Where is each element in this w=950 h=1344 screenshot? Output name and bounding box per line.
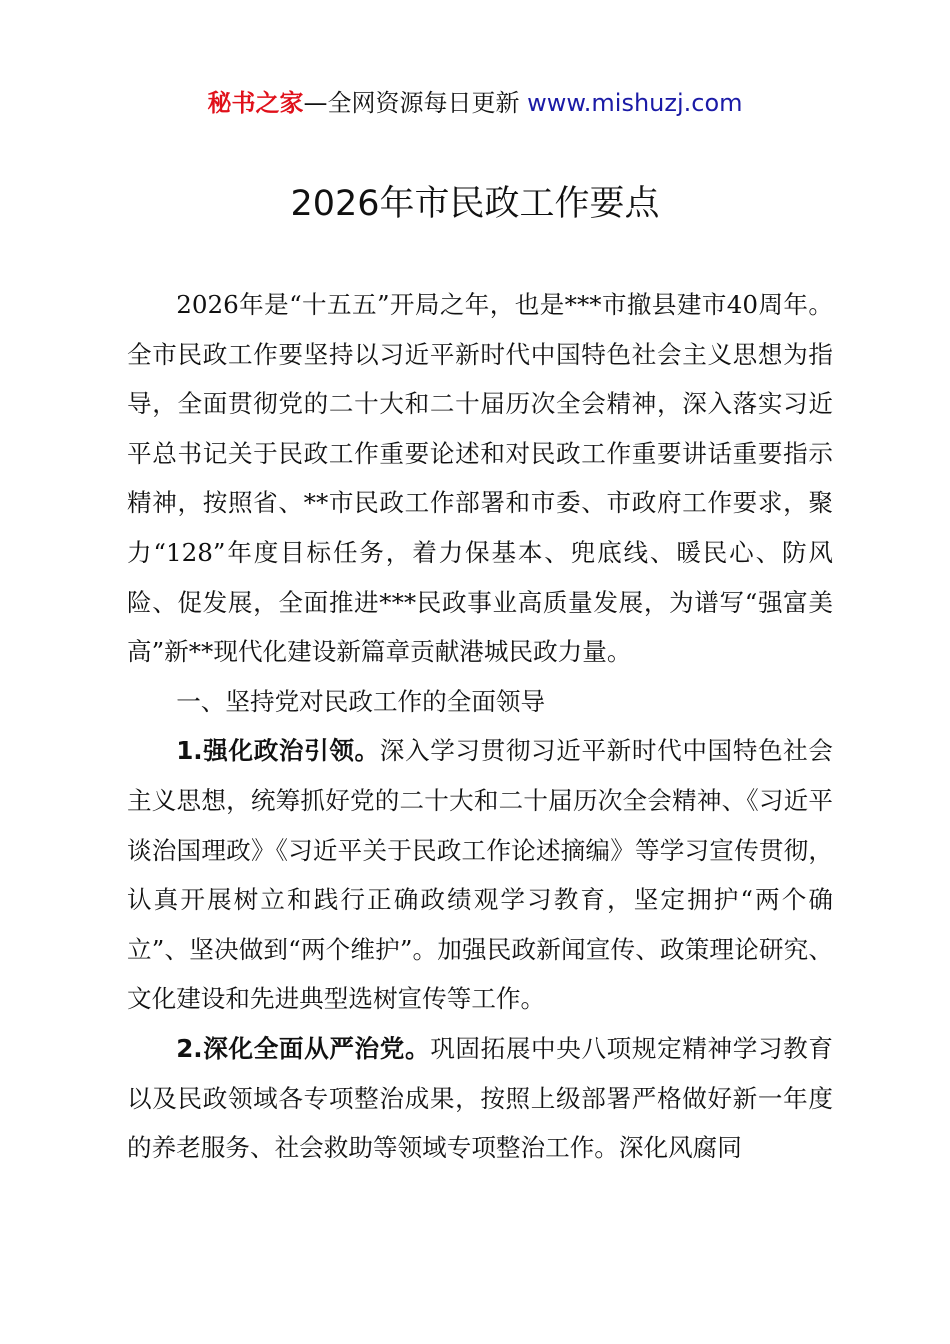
site-url-link[interactable]: www.mishuzj.com <box>527 89 743 117</box>
section-heading: 一、坚持党对民政工作的全面领导 <box>176 686 546 716</box>
site-header <box>0 86 950 120</box>
document-body <box>127 280 833 1173</box>
item-paragraph-2 <box>127 1024 833 1173</box>
item-text-1: 深入学习贯彻习近平新时代中国特色社会主义思想，统筹抓好党的二十大和二十届历次全会精神、《习近平谈治国理政》《习近平关于民政工作论述摘编》等学习宣传贯彻，认真开展树立和践行正确政绩观学习教育，坚定拥护“两个确立”、坚决做到“两个维护”。加强民政新闻宣传、政策理论研究、文化建设和先进典型选树宣传等工作。 <box>127 736 833 1014</box>
item-lead-2: 2.深化全面从严治党。 <box>176 1033 431 1063</box>
intro-paragraph: 2026年是“十五五”开局之年，也是***市撤县建市40周年。全市民政工作要坚持以习近平新时代中国特色社会主义思想为指导，全面贯彻党的二十大和二十届历次全会精神，深入落实习近平总书记关于民政工作重要论述和对民政工作重要讲话重要指示精神，按照省、**市民政工作部署和市委、市政府工作要求，聚力“128”年度目标任务，着力保基本、兜底线、暖民心、防风险、促发展，全面推进***民政事业高质量发展，为谱写“强富美高”新**现代化建设新篇章贡献港城民政力量。 <box>127 290 833 667</box>
site-name: 秘书之家 <box>207 89 304 117</box>
item-text-2: 巩固拓展中央八项规定精神学习教育以及民政领域各专项整治成果，按照上级部署严格做好新一年度的养老服务、社会救助等领域专项整治工作。深化风腐同 <box>127 1033 833 1163</box>
item-paragraph-1 <box>127 726 833 1024</box>
site-tagline: —全网资源每日更新 <box>303 89 528 117</box>
document-title: 2026年市民政工作要点 <box>290 184 660 224</box>
item-lead-1: 1.强化政治引领。 <box>176 736 380 766</box>
